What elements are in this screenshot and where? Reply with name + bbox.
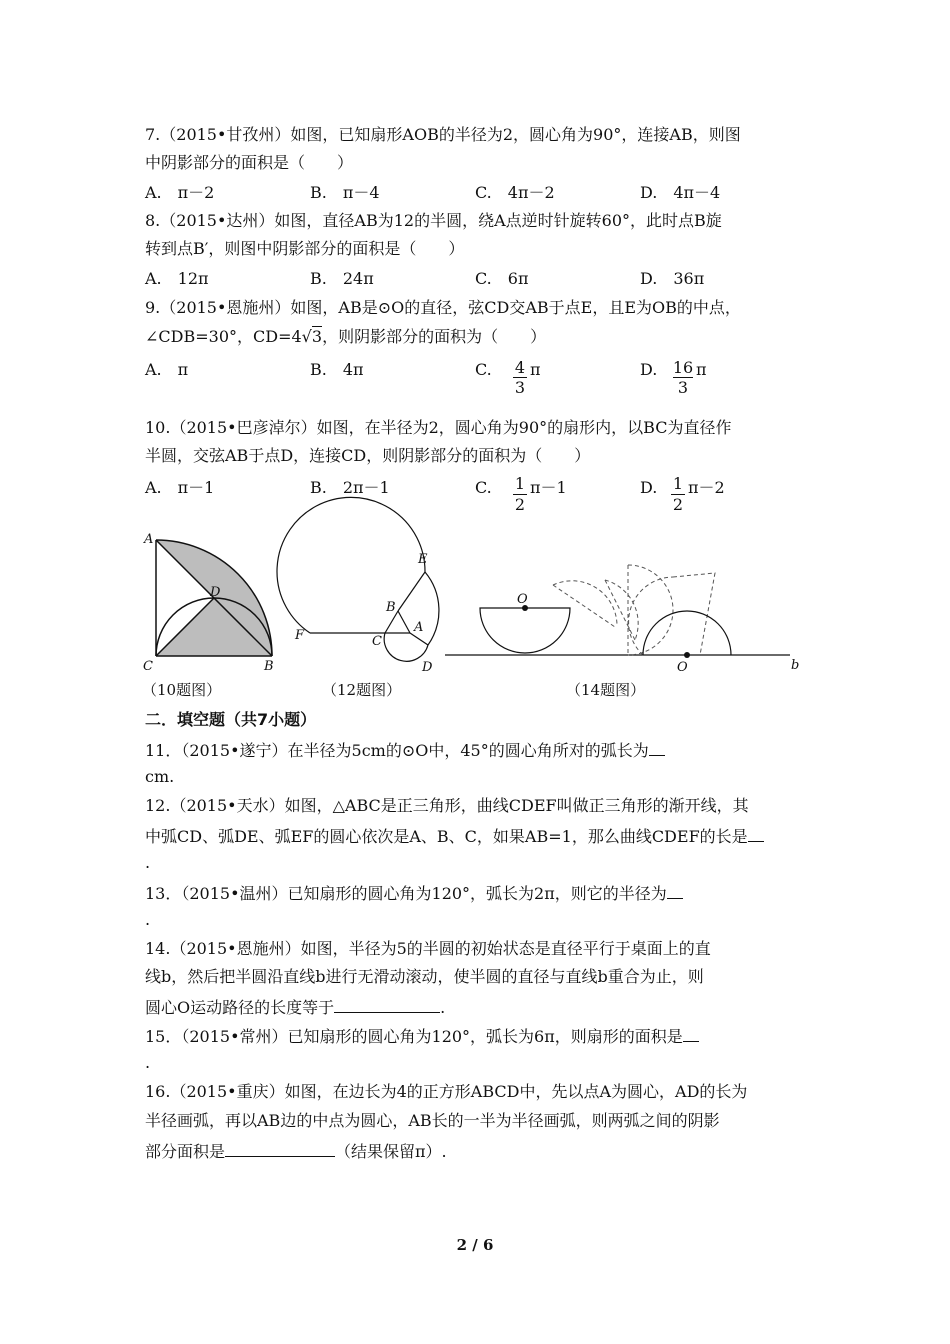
q11-line2: cm. [145, 767, 175, 786]
fig12-segment-be [398, 572, 425, 611]
q10-option-d-tail: π－2 [688, 478, 725, 497]
fig10-label-d: D [210, 585, 221, 600]
answer-blank[interactable] [748, 825, 764, 842]
q9-option-a: A. π [145, 360, 189, 379]
q8-option-c: C. 6π [475, 269, 529, 288]
fig12-label-e: E [418, 552, 428, 567]
q13-line2: . [145, 910, 151, 929]
q16-line2: 半径画弧，再以AB边的中点为圆心，AB长的一半为半径画弧，则两弧之间的阴影 [145, 1111, 720, 1130]
q9-option-c-numerator: 4 [514, 358, 526, 377]
q11-line1 [145, 739, 665, 761]
fig14-dashed-sector [673, 573, 715, 655]
q9-option-b: B. 4π [310, 360, 364, 379]
q7-option-a: A. π－2 [145, 183, 215, 202]
q10-option-a: A. π－1 [145, 478, 215, 497]
q9-option-d-denominator: 3 [677, 378, 689, 397]
answer-blank[interactable] [334, 996, 440, 1013]
q9-option-d-label: D. [640, 360, 658, 379]
q9-line1: 9.（2015•恩施州）如图，AB是⊙O的直径，弦CD交AB于点E，且E为OB的中点， [145, 298, 741, 317]
fig10-label-b: B [264, 659, 274, 674]
fig14-initial-semicircle [480, 608, 570, 653]
q16-text: 部分面积是 [145, 1142, 226, 1161]
q8-option-a: A. 12π [145, 269, 209, 288]
fig12-label-c: C [372, 634, 382, 649]
figure-14 [445, 555, 805, 675]
figure-12 [290, 545, 440, 675]
fig10-label-a: A [144, 532, 154, 547]
q8-line2: 转到点B′，则图中阴影部分的面积是（ ） [145, 239, 465, 258]
fig10-label-c: C [143, 659, 153, 674]
q9-line2-post: ，则阴影部分的面积为（ ） [322, 327, 547, 346]
q14-line1: 14.（2015•恩施州）如图，半径为5的半圆的初始状态是直径平行于桌面上的直 [145, 939, 711, 958]
q7-line2: 中阴影部分的面积是（ ） [145, 153, 354, 172]
q9-option-c-label: C. [475, 360, 492, 379]
fig14-dashed-arc-1 [553, 581, 617, 625]
q8-option-d: D. 36π [640, 269, 705, 288]
section-title: 二．填空题（共7小题） [145, 710, 317, 729]
q10-option-d-denominator: 2 [672, 495, 684, 514]
fig14-label-o-start: O [517, 592, 528, 607]
q9-radicand: 3 [311, 327, 323, 346]
q9-option-d-numerator: 16 [672, 358, 694, 377]
q14-text: 圆心O运动路径的长度等于 [145, 998, 335, 1017]
q15-line2: . [145, 1053, 151, 1072]
fig12-segment-ba [398, 611, 410, 633]
answer-blank[interactable] [649, 739, 665, 756]
q10-option-d-label: D. [640, 478, 658, 497]
fig14-dashed-diameter-1 [553, 585, 615, 627]
q8-option-b: B. 24π [310, 269, 374, 288]
figure-10 [140, 530, 285, 675]
q7-line1: 7.（2015•甘孜州）如图，已知扇形AOB的半径为2，圆心角为90°，连接AB，则图 [145, 125, 741, 144]
q10-line1: 10.（2015•巴彦淖尔）如图，在半径为2，圆心角为90°的扇形内，以BC为直径作 [145, 418, 732, 437]
fig14-center-end [684, 652, 690, 658]
q9-option-c-tail: π [530, 360, 541, 379]
fig14-dashed-arc-3 [628, 565, 673, 655]
q14-line2: 线b，然后把半圆沿直线b进行无滑动滚动，使半圆的直径与直线b重合为止，则 [145, 967, 704, 986]
q10-option-d-numerator: 1 [672, 474, 684, 493]
q16-line3 [145, 1140, 447, 1162]
fig12-label-b: B [386, 600, 396, 615]
q10-option-c-tail: π－1 [530, 478, 567, 497]
q9-line2 [145, 327, 546, 347]
q9-option-d-tail: π [696, 360, 707, 379]
fig14-label-b: b [791, 658, 800, 673]
q10-option-c-numerator: 1 [514, 474, 526, 493]
fig12-label-a: A [414, 620, 424, 635]
fig12-arc-de [425, 572, 439, 645]
q12-line1: 12.（2015•天水）如图，△ABC是正三角形，曲线CDEF叫做正三角形的渐开线，其 [145, 796, 749, 815]
q7-option-d: D. 4π－4 [640, 183, 721, 202]
page-number: 2 / 6 [456, 1236, 494, 1254]
q7-option-b: B. π－4 [310, 183, 380, 202]
fig12-arc-ef [277, 497, 425, 633]
q11-text: 11．（2015•遂宁）在半径为5cm的⊙O中，45°的圆心角所对的弧长为 [145, 741, 649, 760]
q12-line3: . [145, 853, 151, 872]
q9-line2-pre: ∠CDB=30°，CD=4 [145, 327, 302, 346]
q12-text: 中弧CD、弧DE、弧EF的圆心依次是A、B、C，如果AB=1，那么曲线CDEF的长是 [145, 827, 748, 846]
caption-fig12: （12题图） [322, 681, 402, 699]
q15-line1 [145, 1025, 699, 1047]
q7-option-c: C. 4π－2 [475, 183, 555, 202]
q10-option-c-denominator: 2 [514, 495, 526, 514]
sqrt-symbol: √ [301, 327, 312, 346]
q10-option-b: B. 2π－1 [310, 478, 390, 497]
q10-line2: 半圆，交弦AB于点D，连接CD，则阴影部分的面积为（ ） [145, 446, 591, 465]
fig14-final-semicircle [643, 611, 731, 655]
q13-text: 13．（2015•温州）已知扇形的圆心角为120°，弧长为2π，则它的半径为 [145, 884, 667, 903]
q12-line2 [145, 825, 764, 847]
fig14-label-o-end: O [677, 660, 688, 675]
caption-fig14: （14题图） [566, 681, 646, 699]
fig12-label-d: D [422, 660, 433, 675]
q9-option-c-denominator: 3 [514, 378, 526, 397]
answer-blank[interactable] [225, 1140, 335, 1157]
answer-blank[interactable] [683, 1025, 699, 1042]
q14-end: . [440, 998, 446, 1017]
caption-fig10: （10题图） [142, 681, 222, 699]
q16-text-end: （结果保留π）. [335, 1142, 447, 1161]
fig12-label-f: F [295, 628, 305, 643]
q13-line1 [145, 882, 683, 904]
fig12-arc-cd [384, 633, 428, 661]
q15-text: 15．（2015•常州）已知扇形的圆心角为120°，弧长为6π，则扇形的面积是 [145, 1027, 683, 1046]
q14-line3 [145, 996, 445, 1018]
q8-line1: 8.（2015•达州）如图，直径AB为12的半圆，绕A点逆时针旋转60°，此时点B旋 [145, 211, 722, 230]
q10-option-c-label: C. [475, 478, 492, 497]
answer-blank[interactable] [667, 882, 683, 899]
q16-line1: 16.（2015•重庆）如图，在边长为4的正方形ABCD中，先以点A为圆心，AD的长为 [145, 1082, 748, 1101]
